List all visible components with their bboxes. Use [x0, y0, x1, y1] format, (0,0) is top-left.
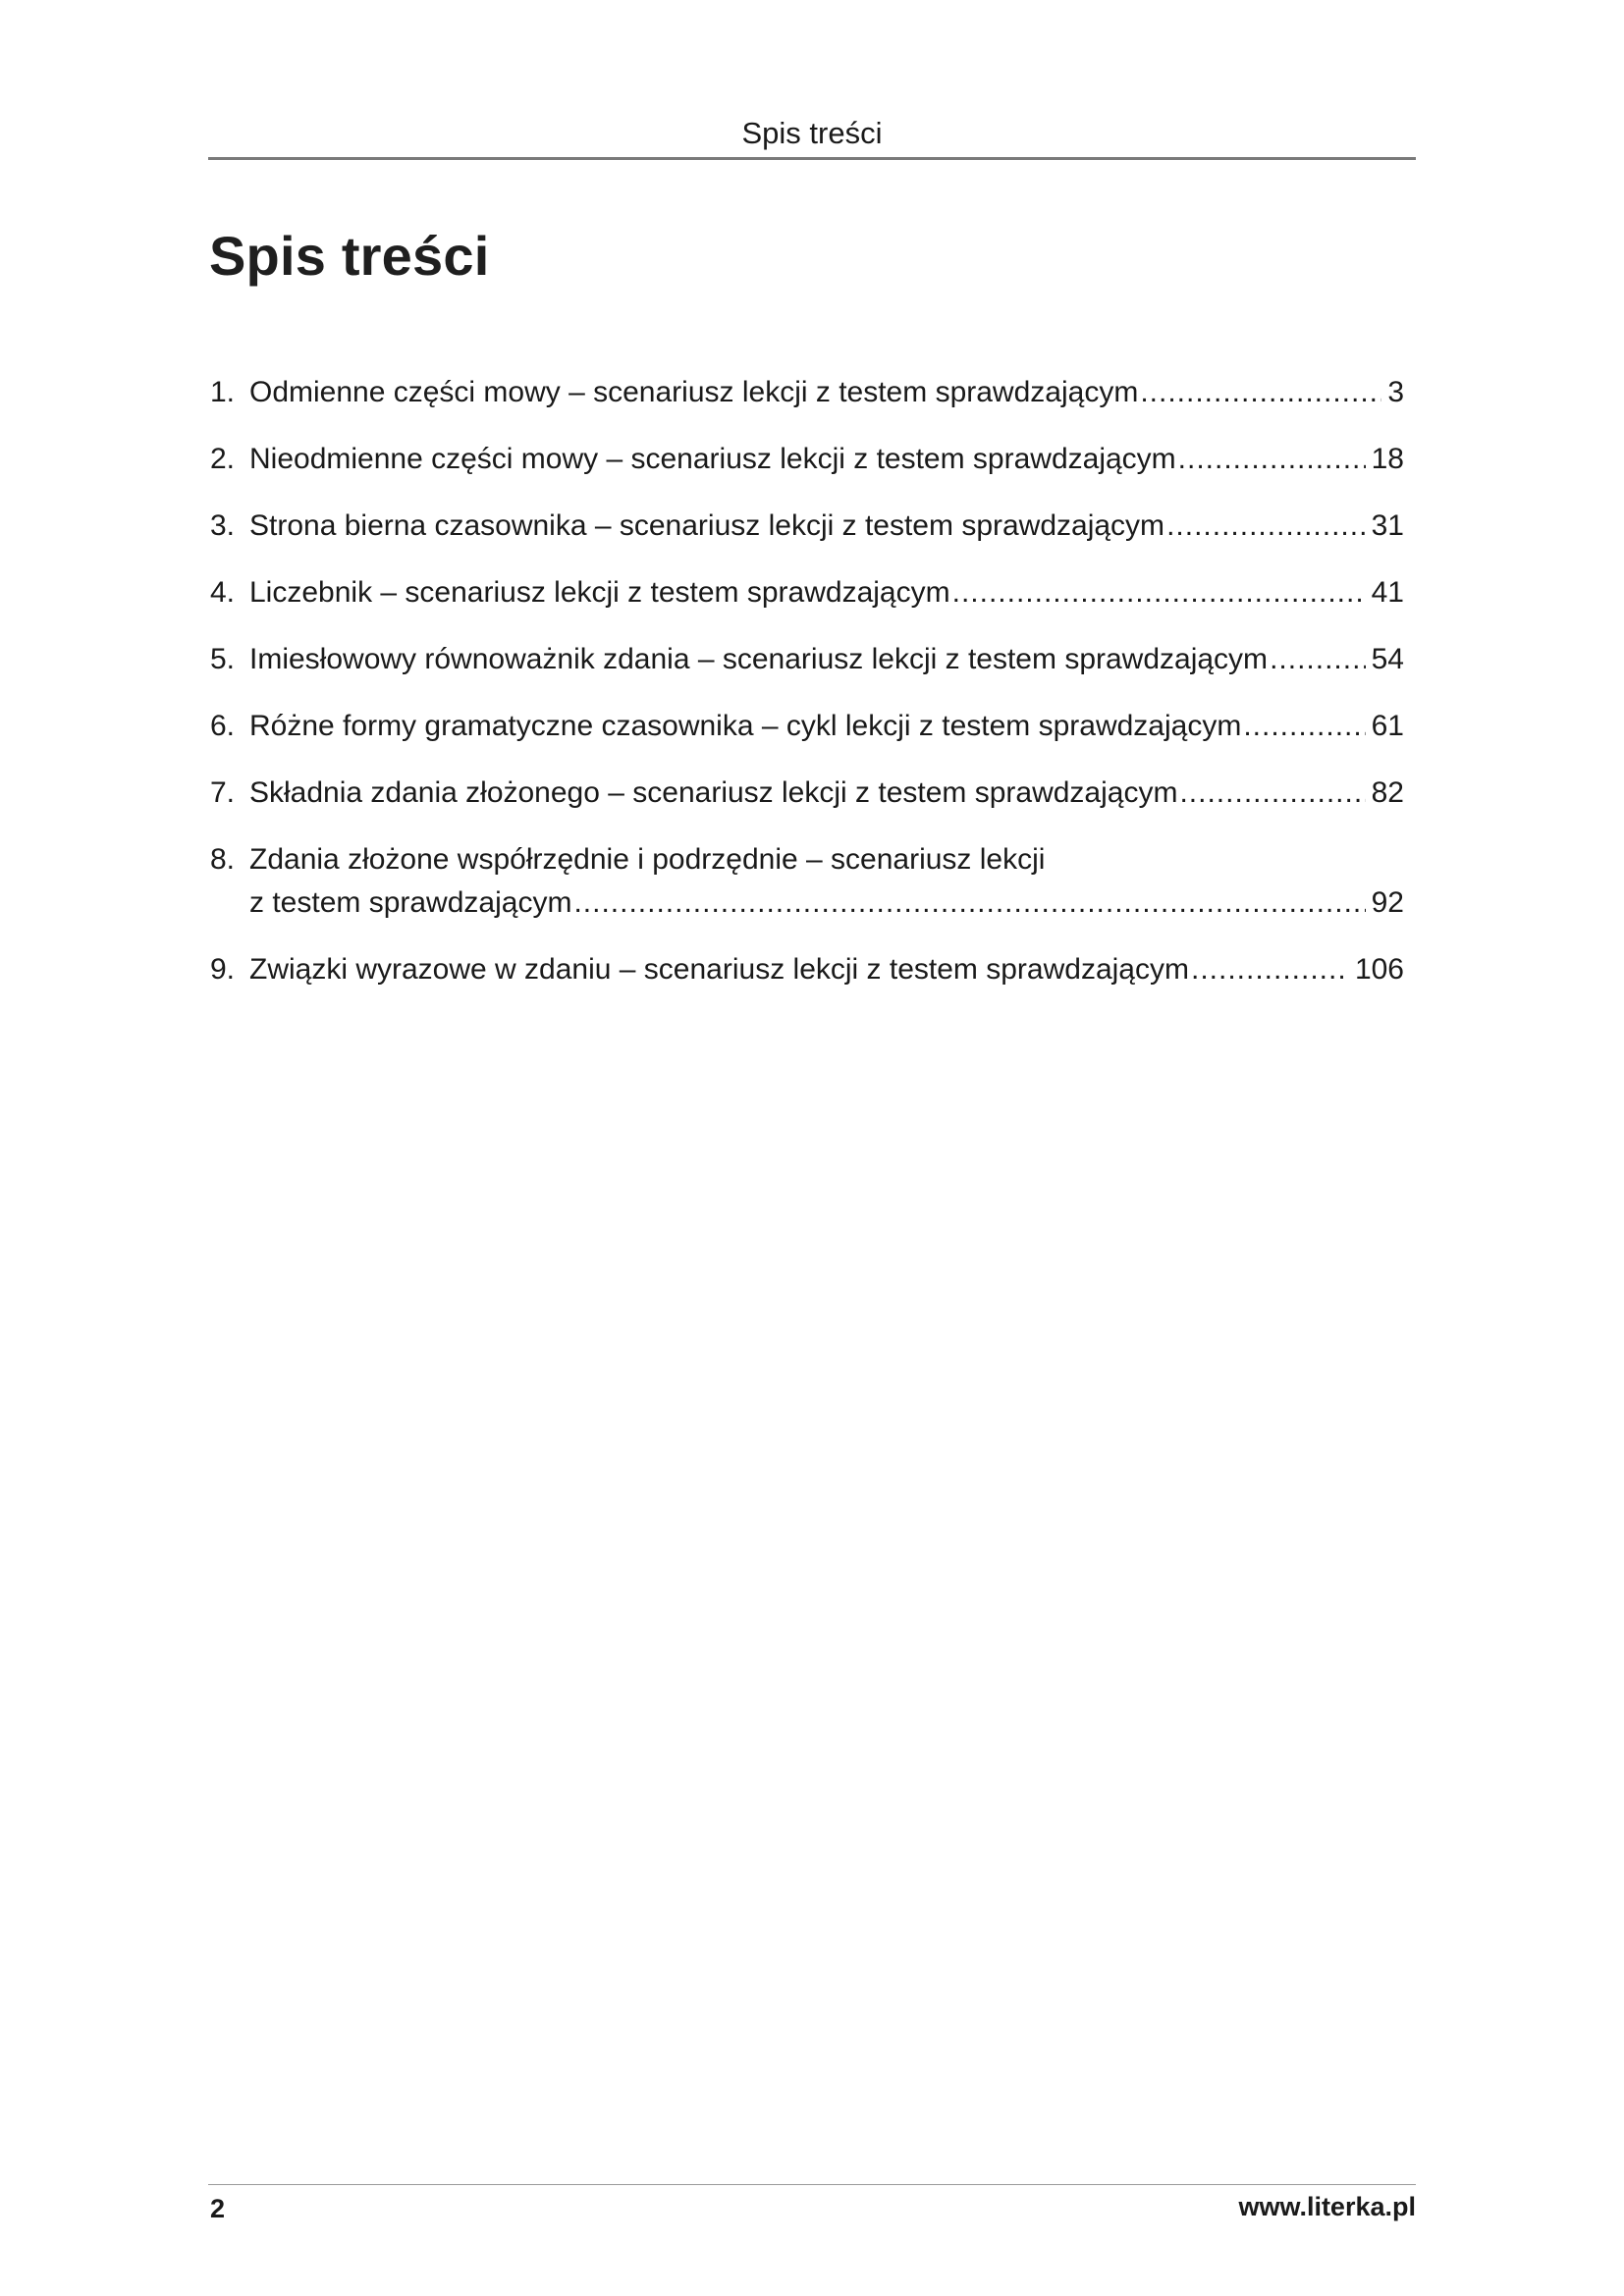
- toc-entry[interactable]: [210, 505, 1404, 548]
- toc-entry-line: [249, 881, 1404, 925]
- toc-entry-body: [249, 638, 1404, 681]
- toc-entry-line: [249, 772, 1404, 815]
- toc-entry-line: [249, 571, 1404, 614]
- toc-entry-page-number: 18: [1371, 443, 1404, 475]
- toc-entry-title: Strona bierna czasownika – scenariusz lekcji z testem sprawdzającym: [249, 509, 1165, 542]
- toc-entry-page-number: 3: [1387, 376, 1404, 408]
- toc-entry-body: [249, 772, 1404, 815]
- toc-entry-title: z testem sprawdzającym: [249, 886, 572, 919]
- toc-entry-line: [249, 505, 1404, 548]
- toc-entry-number: 6.: [210, 710, 236, 742]
- toc-entry-number: 7.: [210, 776, 236, 809]
- toc-entry-number: 2.: [210, 443, 236, 475]
- toc-dot-leader: [1243, 705, 1365, 748]
- toc-entry-number: 5.: [210, 643, 236, 675]
- toc-entry[interactable]: [210, 438, 1404, 481]
- toc-entry-body: [249, 571, 1404, 614]
- toc-entry-title: Związki wyrazowe w zdaniu – scenariusz lekcji z testem sprawdzającym: [249, 953, 1189, 986]
- toc-entry-number: 8.: [210, 843, 236, 876]
- toc-entry-title: Imiesłowowy równoważnik zdania – scenariusz lekcji z testem sprawdzającym: [249, 643, 1269, 675]
- toc-entry-title: Zdania złożone współrzędnie i podrzędnie – scenariusz lekcji: [249, 843, 1046, 876]
- toc-entry-line: [249, 638, 1404, 681]
- toc-dot-leader: [1270, 638, 1366, 681]
- toc-dot-leader: [1178, 438, 1366, 481]
- toc-entry-page-number: 54: [1371, 643, 1404, 675]
- toc-entry-page-number: 106: [1354, 953, 1404, 986]
- running-header: Spis treści: [741, 116, 883, 150]
- toc-entry-number: 3.: [210, 509, 236, 542]
- page-title: Spis treści: [209, 225, 490, 287]
- toc-entry-line: [249, 948, 1404, 991]
- footer-divider: [208, 2184, 1416, 2185]
- toc-dot-leader: [1179, 772, 1365, 815]
- toc-entry-body: [249, 705, 1404, 748]
- toc-entry[interactable]: [210, 638, 1404, 681]
- toc-entry-title: Liczebnik – scenariusz lekcji z testem sprawdzającym: [249, 576, 950, 609]
- toc-entry-line: [249, 371, 1404, 414]
- toc-entry-body: [249, 838, 1404, 925]
- table-of-contents: [210, 371, 1404, 1015]
- toc-entry[interactable]: [210, 838, 1404, 925]
- toc-dot-leader: [1166, 505, 1366, 548]
- toc-entry-title: Odmienne części mowy – scenariusz lekcji z testem sprawdzającym: [249, 376, 1139, 408]
- toc-entry-page-number: 92: [1371, 886, 1404, 919]
- toc-entry-page-number: 61: [1371, 710, 1404, 742]
- toc-entry-body: [249, 438, 1404, 481]
- toc-entry[interactable]: [210, 571, 1404, 614]
- toc-entry-number: 1.: [210, 376, 236, 408]
- toc-entry[interactable]: [210, 705, 1404, 748]
- toc-entry-page-number: 31: [1371, 509, 1404, 542]
- toc-entry[interactable]: [210, 948, 1404, 991]
- toc-entry-title: Składnia zdania złożonego – scenariusz lekcji z testem sprawdzającym: [249, 776, 1178, 809]
- toc-dot-leader: [1191, 948, 1349, 991]
- toc-entry-page-number: 41: [1371, 576, 1404, 609]
- footer-page-number: 2: [210, 2194, 226, 2223]
- toc-entry-line: [249, 438, 1404, 481]
- toc-entry-body: [249, 948, 1404, 991]
- toc-entry-number: 4.: [210, 576, 236, 609]
- toc-entry-body: [249, 505, 1404, 548]
- toc-entry-title: Różne formy gramatyczne czasownika – cykl lekcji z testem sprawdzającym: [249, 710, 1242, 742]
- toc-entry-number: 9.: [210, 953, 236, 986]
- toc-entry[interactable]: [210, 371, 1404, 414]
- toc-entry-title: Nieodmienne części mowy – scenariusz lekcji z testem sprawdzającym: [249, 443, 1176, 475]
- toc-dot-leader: [1140, 371, 1381, 414]
- header-divider: [208, 157, 1416, 160]
- toc-entry-body: [249, 371, 1404, 414]
- toc-entry-line: [249, 838, 1404, 881]
- toc-dot-leader: [952, 571, 1366, 614]
- toc-entry[interactable]: [210, 772, 1404, 815]
- toc-entry-page-number: 82: [1371, 776, 1404, 809]
- toc-entry-line: [249, 705, 1404, 748]
- footer-website-link[interactable]: www.literka.pl: [1238, 2192, 1416, 2221]
- toc-dot-leader: [573, 881, 1365, 925]
